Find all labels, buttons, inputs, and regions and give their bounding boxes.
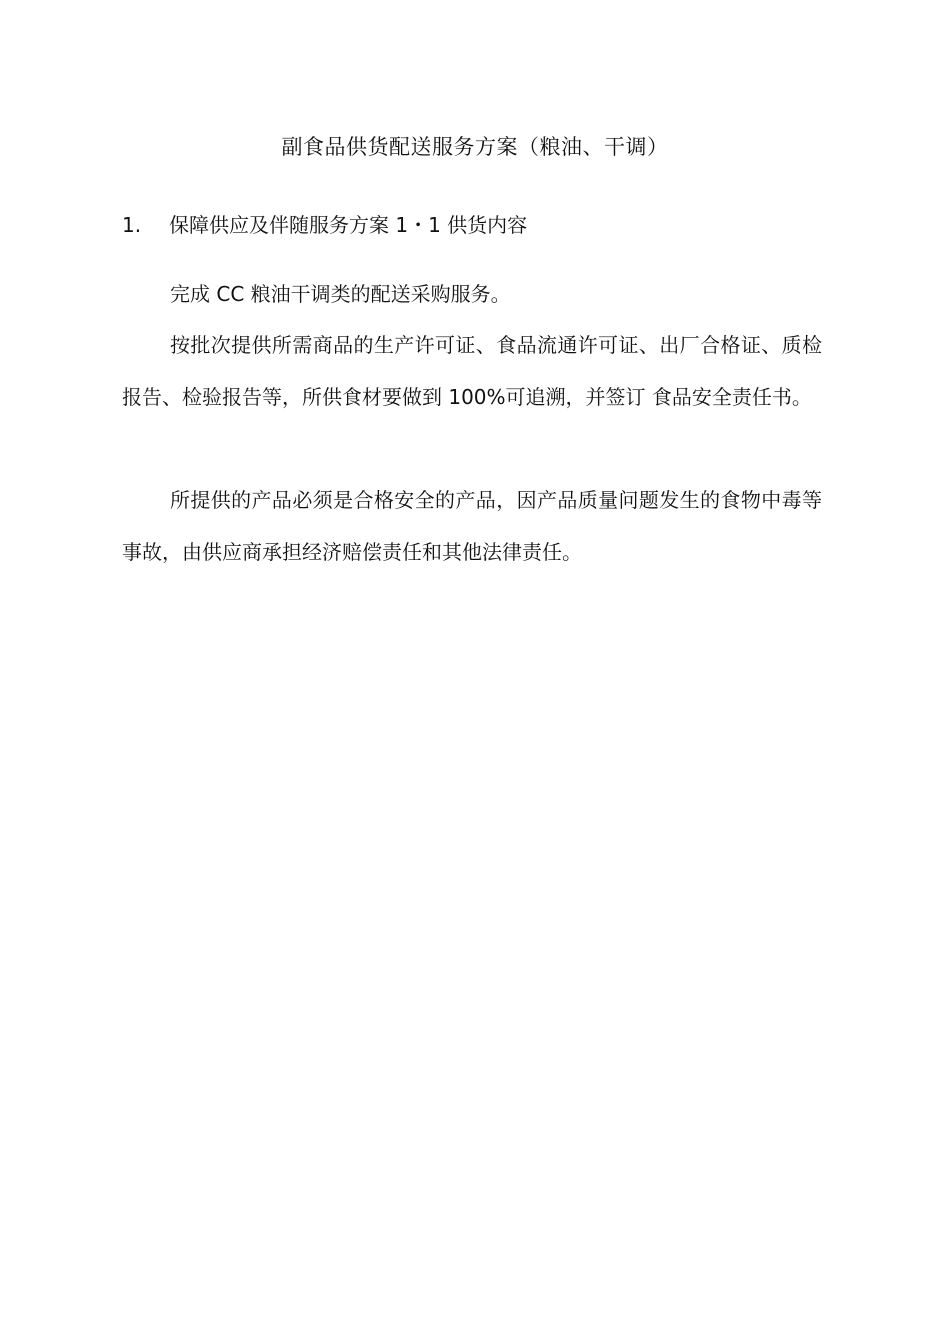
paragraph-delivery-service: 完成 CC 粮油干调类的配送采购服务。 [170, 282, 511, 306]
section-heading [122, 210, 527, 240]
paragraph-certificates: 按批次提供所需商品的生产许可证、食品流通许可证、出厂合格证、质检报告、检验报告等，所供食材要做到 100%可追溯，并签订 食品安全责任书。 [122, 333, 822, 409]
document-title: 副食品供货配送服务方案（粮油、干调） [281, 135, 669, 159]
paragraph-liability: 所提供的产品必须是合格安全的产品，因产品质量问题发生的食物中毒等事故，由供应商承担经济赔偿责任和其他法律责任。 [122, 488, 822, 564]
section-heading-text: 保障供应及伴随服务方案 1・1 供货内容 [169, 213, 528, 237]
section-number: 1. [122, 213, 142, 237]
